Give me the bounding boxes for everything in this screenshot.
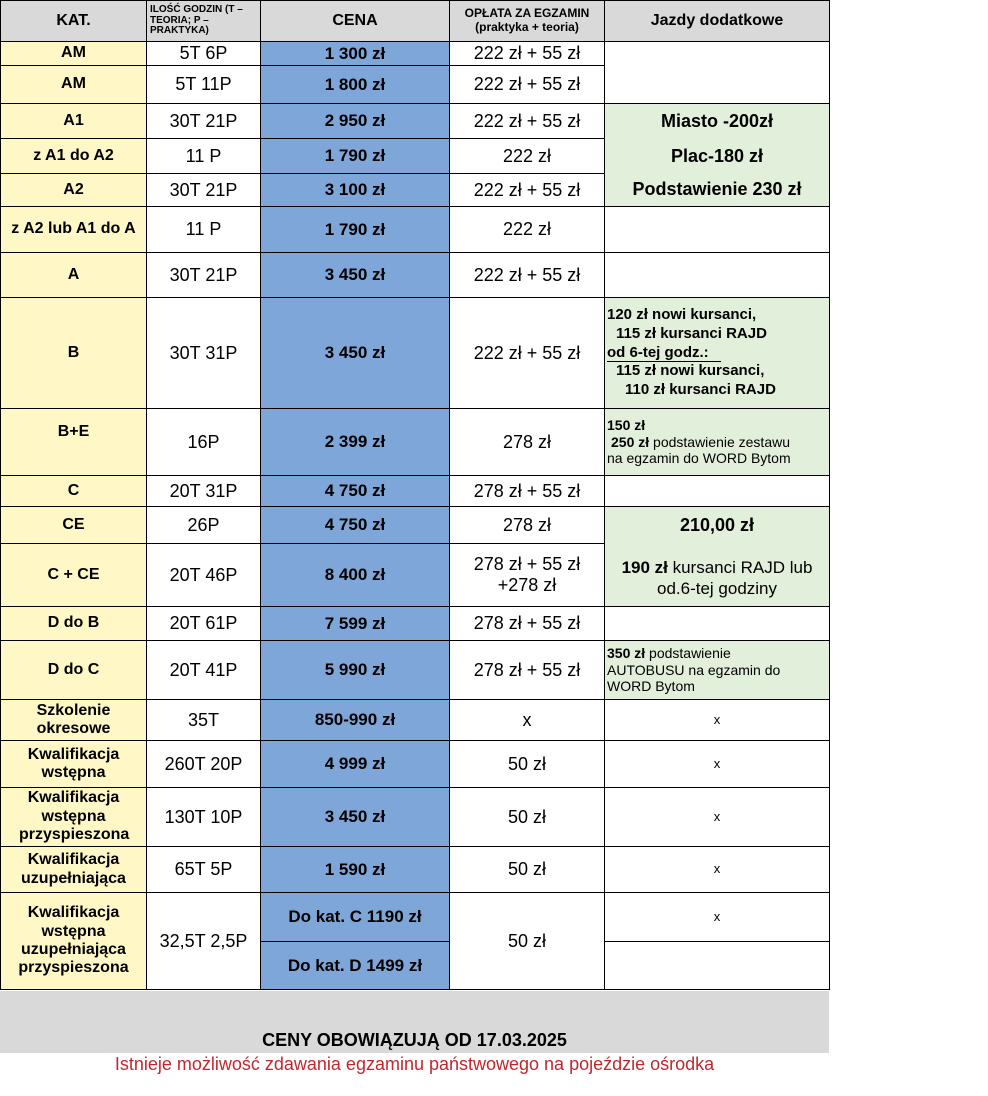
table-row <box>1 476 830 507</box>
extra-b-line3 <box>605 344 829 363</box>
fee-cell: 278 zł + 55 zł +278 zł <box>450 544 605 607</box>
price-cell: 850-990 zł <box>261 700 450 741</box>
extra-be <box>605 409 830 476</box>
extra-be-line1: 150 zł <box>607 416 646 433</box>
fee-cell: 50 zł <box>450 847 605 893</box>
extra-cell-empty <box>605 942 830 990</box>
fee-cell: x <box>450 700 605 741</box>
hours-cell: 30T 21P <box>147 104 261 139</box>
header-fee <box>450 1 605 42</box>
table-row <box>1 207 830 253</box>
header-extra: Jazdy dodatkowe <box>605 1 830 42</box>
extra-cell-empty <box>605 476 830 507</box>
fee-cell: 222 zł <box>450 139 605 174</box>
price-cell: 3 450 zł <box>261 788 450 847</box>
hours-cell: 5T 6P <box>147 42 261 66</box>
hours-cell: 30T 21P <box>147 253 261 298</box>
header-hours: ILOŚĆ GODZIN (T – TEORIA; P – PRAKTYKA) <box>147 1 261 42</box>
kat-cell: Kwalifikacja wstępna <box>1 741 147 788</box>
table-row <box>1 607 830 641</box>
table-row <box>1 741 830 788</box>
table-row <box>1 641 830 700</box>
header-fee-line2: (praktyka + teoria) <box>475 20 579 34</box>
kat-cell: Szkolenie okresowe <box>1 700 147 741</box>
extra-cell-x: x <box>605 700 830 741</box>
fee-cell: 50 zł <box>450 788 605 847</box>
extra-be-line2-bold: 250 zł <box>611 433 650 450</box>
extra-ce-line3: od.6-tej godziny <box>656 578 778 598</box>
extra-motor-podst: Podstawienie 230 zł <box>605 174 830 207</box>
table-row <box>1 788 830 847</box>
price-cell-d: Do kat. D 1499 zł <box>261 942 450 990</box>
fee-cell: 50 zł <box>450 893 605 990</box>
table-row <box>1 847 830 893</box>
kat-cell: A2 <box>1 174 147 207</box>
hours-cell: 20T 41P <box>147 641 261 700</box>
price-cell: 1 800 zł <box>261 66 450 104</box>
table-row <box>1 507 830 544</box>
kat-cell: Kwalifikacja wstępna przyspieszona <box>1 788 147 847</box>
kat-cell: z A1 do A2 <box>1 139 147 174</box>
extra-ce-line2-rest: kursanci RAJD lub <box>667 557 813 577</box>
kat-cell: C + CE <box>1 544 147 607</box>
fee-cell: 278 zł + 55 zł <box>450 607 605 641</box>
fee-cell: 278 zł <box>450 409 605 476</box>
price-cell: 2 399 zł <box>261 409 450 476</box>
extra-motor-city: Miasto -200zł <box>605 104 830 139</box>
fee-cell: 278 zł + 55 zł <box>450 641 605 700</box>
extra-cell-empty <box>605 253 830 298</box>
fee-cell: 222 zł <box>450 207 605 253</box>
extra-cell-x: x <box>605 788 830 847</box>
hours-cell: 260T 20P <box>147 741 261 788</box>
extra-ce-line1: 210,00 zł <box>679 515 755 535</box>
hours-cell: 11 P <box>147 139 261 174</box>
fee-cell: 222 zł + 55 zł <box>450 298 605 409</box>
extra-b-line4: 115 zł nowi kursanci, <box>616 362 765 380</box>
extra-cell-x: x <box>605 893 830 942</box>
kat-cell: A <box>1 253 147 298</box>
price-cell: 7 599 zł <box>261 607 450 641</box>
extra-d-line3: WORD Bytom <box>607 678 695 695</box>
table-row <box>1 174 830 207</box>
header-price: CENA <box>261 1 450 42</box>
hours-cell: 65T 5P <box>147 847 261 893</box>
extra-ce-line2-bold: 190 zł <box>621 557 668 577</box>
extra-b-line3-text: od 6-tej godz.: <box>607 344 721 362</box>
price-cell: 4 750 zł <box>261 476 450 507</box>
price-cell: 5 990 zł <box>261 641 450 700</box>
price-cell: 3 450 zł <box>261 253 450 298</box>
extra-d-line1 <box>607 645 827 662</box>
hours-cell: 16P <box>147 409 261 476</box>
hours-cell: 30T 21P <box>147 174 261 207</box>
price-cell: 4 999 zł <box>261 741 450 788</box>
table-header-row <box>1 1 830 42</box>
extra-b <box>605 298 830 409</box>
price-cell-c: Do kat. C 1190 zł <box>261 893 450 942</box>
fee-cell: 222 zł + 55 zł <box>450 104 605 139</box>
price-cell: 3 100 zł <box>261 174 450 207</box>
price-cell: 1 790 zł <box>261 139 450 174</box>
kat-cell: CE <box>1 507 147 544</box>
hours-cell: 35T <box>147 700 261 741</box>
exam-vehicle-note: Istnieje możliwość zdawania egzaminu państwowego na pojeździe ośrodka <box>114 1054 715 1074</box>
extra-cell-x: x <box>605 741 830 788</box>
fee-cell: 222 zł + 55 zł <box>450 253 605 298</box>
extra-cell-empty <box>605 207 830 253</box>
price-cell: 1 300 zł <box>261 42 450 66</box>
extra-b-line2: 115 zł kursanci RAJD <box>616 324 767 342</box>
validity-date: CENY OBOWIĄZUJĄ OD 17.03.2025 <box>262 1030 567 1050</box>
header-fee-line1: OPŁATA ZA EGZAMIN <box>464 6 590 21</box>
fee-cell: 278 zł + 55 zł <box>450 476 605 507</box>
hours-cell: 20T 46P <box>147 544 261 607</box>
extra-d-line1-rest: podstawienie <box>645 644 731 661</box>
table-row <box>1 700 830 741</box>
extra-d <box>605 641 830 700</box>
extra-ce-line2 <box>605 557 829 578</box>
fee-cell: 222 zł + 55 zł <box>450 42 605 66</box>
kat-cell: Kwalifikacja wstępna uzupełniająca przyspieszona <box>1 893 147 990</box>
price-cell: 8 400 zł <box>261 544 450 607</box>
extra-motor-plac: Plac-180 zł <box>605 139 830 174</box>
kat-cell: A1 <box>1 104 147 139</box>
price-cell: 1 590 zł <box>261 847 450 893</box>
kat-cell: D do C <box>1 641 147 700</box>
kat-cell: B <box>1 298 147 409</box>
fee-cell: 278 zł <box>450 507 605 544</box>
fee-cell: 222 zł + 55 zł <box>450 174 605 207</box>
hours-cell: 5T 11P <box>147 66 261 104</box>
price-cell: 2 950 zł <box>261 104 450 139</box>
hours-cell: 30T 31P <box>147 298 261 409</box>
extra-be-line2 <box>607 434 827 451</box>
hours-cell: 11 P <box>147 207 261 253</box>
kat-cell: AM <box>1 66 147 104</box>
kat-cell: z A2 lub A1 do A <box>1 207 147 253</box>
extra-be-line3: na egzamin do WORD Bytom <box>607 450 791 467</box>
kat-cell: C <box>1 476 147 507</box>
table-row <box>1 104 830 139</box>
table-row <box>1 298 830 409</box>
extra-d-line1-bold: 350 zł <box>607 644 646 661</box>
kat-cell: B+E <box>1 409 147 476</box>
extra-be-line2-rest: podstawienie zestawu <box>649 433 791 450</box>
extra-cell-empty <box>605 42 830 104</box>
kat-cell: AM <box>1 42 147 66</box>
price-cell: 4 750 zł <box>261 507 450 544</box>
hours-cell: 20T 61P <box>147 607 261 641</box>
extra-b-line1: 120 zł nowi kursanci, <box>607 306 757 324</box>
table-row <box>1 409 830 476</box>
hours-cell: 130T 10P <box>147 788 261 847</box>
header-kat: KAT. <box>1 1 147 42</box>
hours-cell: 20T 31P <box>147 476 261 507</box>
kat-cell: Kwalifikacja uzupełniająca <box>1 847 147 893</box>
fee-cell: 50 zł <box>450 741 605 788</box>
extra-cell-x: x <box>605 847 830 893</box>
extra-cell-empty <box>605 607 830 641</box>
price-cell: 1 790 zł <box>261 207 450 253</box>
table-row <box>1 139 830 174</box>
kat-cell: D do B <box>1 607 147 641</box>
table-row <box>1 253 830 298</box>
table-row <box>1 42 830 66</box>
price-cell: 3 450 zł <box>261 298 450 409</box>
fee-cell: 222 zł + 55 zł <box>450 66 605 104</box>
extra-d-line2: AUTOBUSU na egzamin do <box>607 661 781 678</box>
extra-ce <box>605 507 830 607</box>
extra-b-line5: 110 zł kursanci RAJD <box>625 381 776 399</box>
table-row <box>1 893 830 942</box>
hours-cell: 26P <box>147 507 261 544</box>
hours-cell: 32,5T 2,5P <box>147 893 261 990</box>
